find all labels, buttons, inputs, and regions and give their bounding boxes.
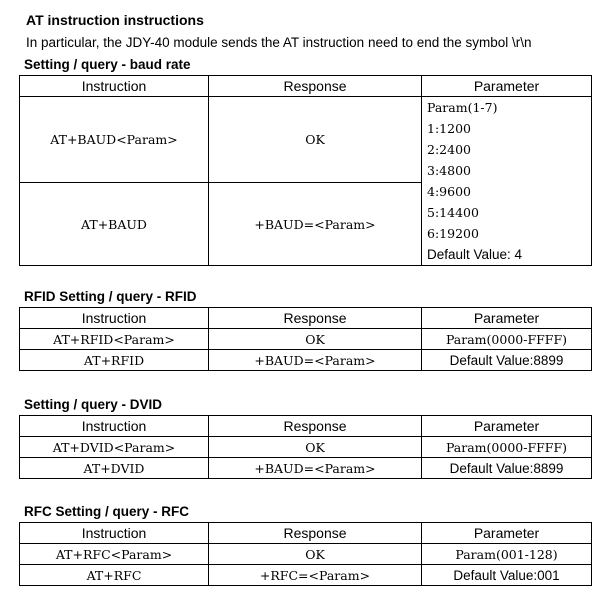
instruction-cell: AT+RFID xyxy=(20,350,209,371)
rfc-table xyxy=(19,522,592,586)
response-cell: +BAUD=<Param> xyxy=(209,350,422,371)
parameter-cell: Param(0000-FFFF) xyxy=(422,437,592,458)
param-default: Default Value: 4 xyxy=(427,247,523,262)
response-cell: OK xyxy=(209,437,422,458)
table-row xyxy=(20,329,592,350)
parameter-cell: Param(001-128) xyxy=(422,544,592,565)
intro-text: In particular, the JDY-40 module sends the AT instruction need to end the symbol \r\n xyxy=(26,35,532,50)
header-instruction: Instruction xyxy=(20,76,209,97)
response-cell: OK xyxy=(209,544,422,565)
header-parameter: Parameter xyxy=(422,416,592,437)
header-parameter: Parameter xyxy=(422,523,592,544)
param-line: 1:1200 xyxy=(427,121,471,136)
rfid-section-title: RFID Setting / query - RFID xyxy=(24,289,197,304)
header-parameter: Parameter xyxy=(422,308,592,329)
parameter-cell: Param(0000-FFFF) xyxy=(422,329,592,350)
table-header-row xyxy=(20,308,592,329)
table-row xyxy=(20,350,592,371)
header-instruction: Instruction xyxy=(20,308,209,329)
response-cell: OK xyxy=(209,329,422,350)
response-cell: +RFC=<Param> xyxy=(209,565,422,586)
table-row xyxy=(20,97,592,183)
instruction-cell: AT+DVID xyxy=(20,458,209,479)
response-cell: +BAUD=<Param> xyxy=(209,458,422,479)
table-row xyxy=(20,565,592,586)
table-header-row xyxy=(20,416,592,437)
dvid-section-title: Setting / query - DVID xyxy=(24,397,163,412)
response-cell: +BAUD=<Param> xyxy=(209,183,422,266)
table-header-row xyxy=(20,76,592,97)
param-line: 3:4800 xyxy=(427,163,471,178)
header-response: Response xyxy=(209,523,422,544)
header-parameter: Parameter xyxy=(422,76,592,97)
table-header-row xyxy=(20,523,592,544)
baud-section-title: Setting / query - baud rate xyxy=(24,57,191,72)
parameter-cell: Default Value:8899 xyxy=(422,350,592,371)
table-row xyxy=(20,544,592,565)
header-response: Response xyxy=(209,308,422,329)
instruction-cell: AT+BAUD xyxy=(20,183,209,266)
table-row xyxy=(20,437,592,458)
param-line: Param(1-7) xyxy=(427,100,498,115)
header-response: Response xyxy=(209,76,422,97)
instruction-cell: AT+BAUD<Param> xyxy=(20,97,209,183)
header-response: Response xyxy=(209,416,422,437)
page-heading: AT instruction instructions xyxy=(26,12,204,28)
baud-table xyxy=(19,75,592,266)
parameter-cell: Default Value:001 xyxy=(422,565,592,586)
param-line: 2:2400 xyxy=(427,142,471,157)
param-line: 5:14400 xyxy=(427,205,479,220)
param-line: 4:9600 xyxy=(427,184,471,199)
parameter-list-cell xyxy=(422,97,592,266)
table-row xyxy=(20,458,592,479)
rfid-table xyxy=(19,307,592,371)
rfc-section-title: RFC Setting / query - RFC xyxy=(24,504,189,519)
dvid-table xyxy=(19,415,592,479)
instruction-cell: AT+RFID<Param> xyxy=(20,329,209,350)
header-instruction: Instruction xyxy=(20,416,209,437)
header-instruction: Instruction xyxy=(20,523,209,544)
instruction-cell: AT+RFC<Param> xyxy=(20,544,209,565)
response-cell: OK xyxy=(209,97,422,183)
instruction-cell: AT+RFC xyxy=(20,565,209,586)
instruction-cell: AT+DVID<Param> xyxy=(20,437,209,458)
parameter-cell: Default Value:8899 xyxy=(422,458,592,479)
param-line: 6:19200 xyxy=(427,226,479,241)
